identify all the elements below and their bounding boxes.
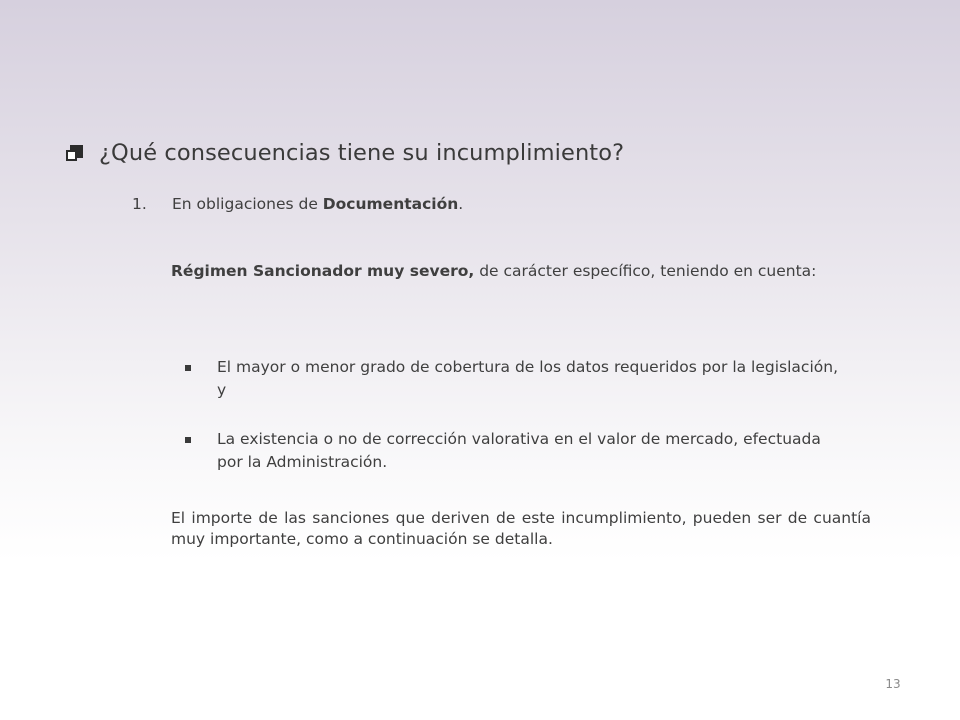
paragraph-regimen <box>171 261 876 282</box>
item-number: 1. <box>132 195 147 213</box>
bullet-item-cobertura <box>185 356 845 402</box>
numbered-item <box>132 195 463 213</box>
paragraph-regimen-bold: Régimen Sancionador muy severo, <box>171 262 475 280</box>
bullet-text: El mayor o menor grado de cobertura de los datos requeridos por la legislación, y <box>217 358 838 399</box>
heading-row <box>66 140 624 166</box>
square-bullet-icon <box>185 365 191 371</box>
square-bullet-icon <box>185 437 191 443</box>
bullet-item-correccion <box>185 428 845 474</box>
item-bold: Documentación <box>322 195 459 213</box>
bullet-text: La existencia o no de corrección valorativa en el valor de mercado, efectuada por la Administración. <box>217 430 821 471</box>
item-prefix: En obligaciones de <box>172 195 323 213</box>
paragraph-regimen-rest: de carácter específico, teniendo en cuenta: <box>474 262 817 280</box>
page-number: 13 <box>885 677 901 691</box>
slide-heading: ¿Qué consecuencias tiene su incumplimiento? <box>99 140 625 166</box>
paragraph-importe: El importe de las sanciones que deriven de este incumplimiento, pueden ser de cuantía muy importante, como a continuación se detalla. <box>171 509 871 548</box>
checkbox-bullet-icon <box>66 145 85 164</box>
item-suffix: . <box>458 195 464 213</box>
